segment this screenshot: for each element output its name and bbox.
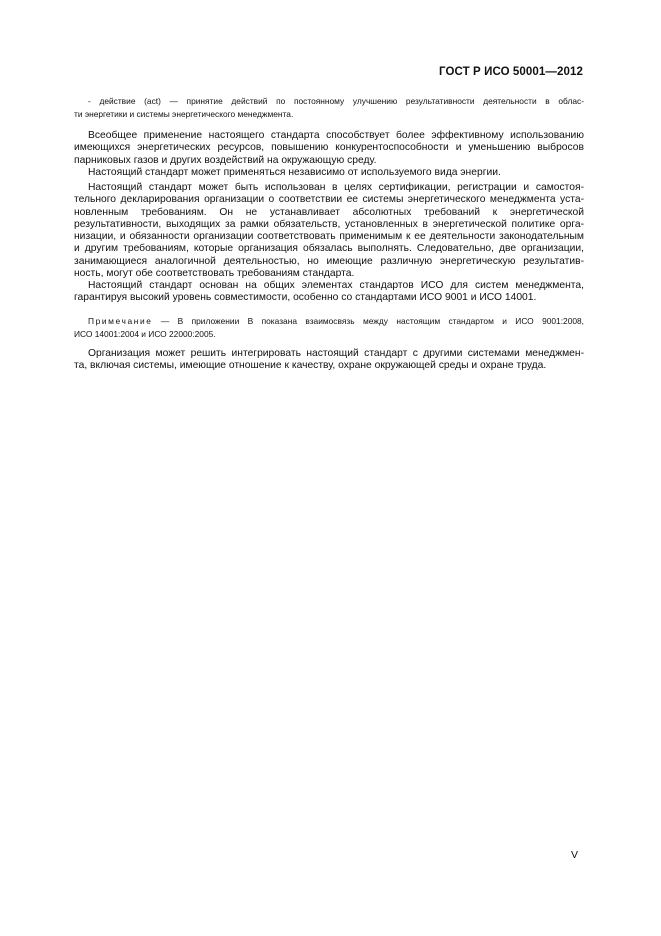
paragraph-line: гарантируя высокий уровень совместимости, особенно со стандартами ИСО 9001 и ИСО 14001.	[74, 292, 537, 304]
paragraph-line: Всеобщее применение настоящего стандарта способствует более эффективному использованию	[88, 130, 584, 141]
paragraph-line: результативности, выходящих за рамки обязательств, установленных в энергетической политике орга-	[74, 218, 584, 230]
paragraph-line: имеющихся энергетических ресурсов, повышению конкурентоспособности и уменьшению выбросов	[74, 142, 584, 154]
note-line-1	[74, 315, 584, 328]
paragraph-certification	[74, 182, 584, 280]
act-line-1: - действие (act) — принятие действий по постоянному улучшению результативности деятельности в облас-	[88, 96, 584, 106]
act-line-2: ти энергетики и системы энергетического менеджмента.	[74, 108, 294, 119]
page-number: V	[570, 849, 578, 861]
paragraph-line: и другим требованиям, которые организация обязалась выполнять. Следовательно, две организации,	[74, 243, 584, 255]
note-text: — В приложении В показана взаимосвязь между настоящим стандартом и ИСО 9001:2008,	[152, 316, 584, 326]
paragraph-line: Настоящий стандарт может применяться независимо от используемого вида энергии.	[88, 166, 501, 178]
paragraph-line: занимающиеся аналогичной деятельностью, но имеющие различную энергетическую результатив-	[74, 255, 584, 267]
document-header: ГОСТ Р ИСО 50001—2012	[438, 66, 583, 78]
paragraph-iso-elements	[74, 280, 584, 305]
paragraph-line: низации, и обязанности организации соответствовать применимым к ее деятельности законодательным	[74, 231, 584, 243]
paragraph-line: та, включая системы, имеющие отношение к качеству, охране окружающей среды и охране труда.	[74, 360, 547, 372]
paragraph-general-application	[74, 130, 584, 179]
note-label: Примечание	[88, 316, 153, 326]
paragraph-line: парниковых газов и других воздействий на окружающую среду.	[74, 154, 377, 166]
paragraph-line: новленным требованиям. Он не устанавливает абсолютных требований к энергетической	[74, 206, 584, 218]
paragraph-line: Настоящий стандарт может быть использован в целях сертификации, регистрации и самостоя-	[88, 182, 584, 193]
act-definition	[74, 95, 584, 120]
paragraph-line: Настоящий стандарт основан на общих элементах стандартов ИСО для систем менеджмента,	[88, 280, 584, 291]
paragraph-line: ность, могут обе соответствовать требованиям стандарта.	[74, 268, 355, 280]
paragraph-line: Организация может решить интегрировать настоящий стандарт с другими системами менеджмен-	[88, 348, 584, 359]
note	[74, 315, 584, 340]
note-line-2: ИСО 14001:2004 и ИСО 22000:2005.	[74, 328, 216, 339]
paragraph-integration	[74, 348, 584, 373]
paragraph-line: тельного декларирования организации о соответствии ее системы энергетического менеджмента уста-	[74, 194, 584, 206]
